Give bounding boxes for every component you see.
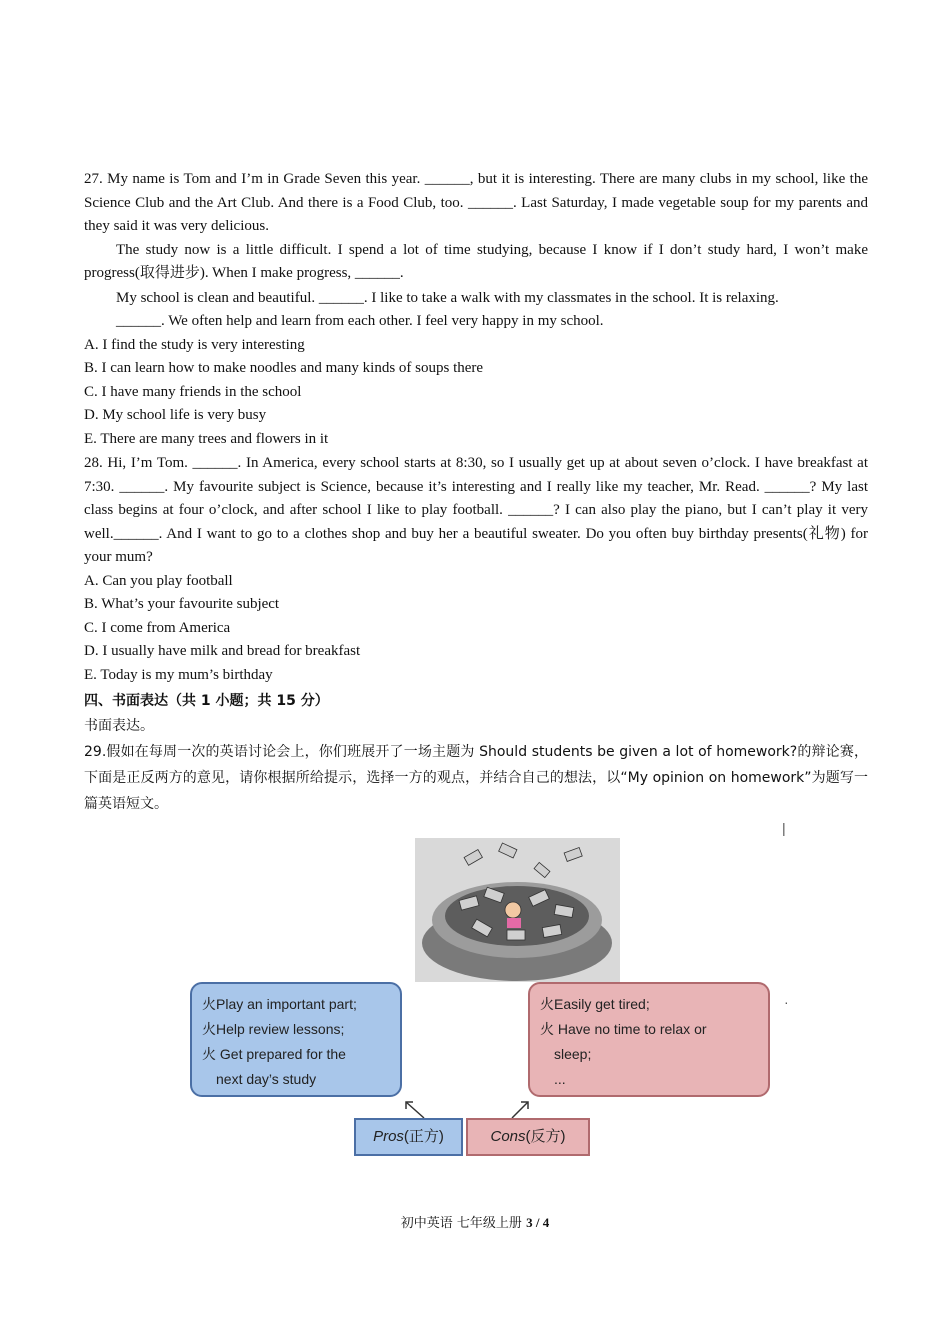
q27-option: D. My school life is very busy xyxy=(84,407,267,423)
pros-label xyxy=(354,1118,463,1156)
question-27 xyxy=(84,168,868,451)
pros-label-en: Pros xyxy=(373,1128,404,1145)
pros-item: Play an important part; xyxy=(216,996,357,1012)
homework-pile-illustration xyxy=(415,838,620,982)
section-4 xyxy=(84,689,868,817)
q27-option: B. I can learn how to make noodles and many kinds of soups there xyxy=(84,360,484,376)
q27-option: C. I have many friends in the school xyxy=(84,383,302,400)
fire-bullet-icon: 火 xyxy=(540,1021,554,1037)
fire-bullet-icon: 火 xyxy=(202,996,216,1012)
question-28 xyxy=(84,452,868,687)
cons-item-ellipsis: ... xyxy=(554,1071,566,1087)
q27-option: E. There are many trees and flowers in it xyxy=(84,430,329,447)
page-footer xyxy=(0,1212,950,1231)
fire-bullet-icon: 火 xyxy=(202,1046,216,1062)
pros-item: Get prepared for the xyxy=(219,1046,346,1062)
q28-option: D. I usually have milk and bread for breakfast xyxy=(84,643,361,659)
stray-dot: · xyxy=(784,994,789,1010)
cons-item-continued: sleep; xyxy=(554,1046,592,1062)
q27-option: A. I find the study is very interesting xyxy=(84,336,305,353)
pros-label-cn: (正方) xyxy=(403,1128,444,1145)
q28-option: A. Can you play football xyxy=(84,572,233,589)
homework-debate-figure xyxy=(186,820,789,1166)
cons-box xyxy=(528,982,770,1097)
section-subheading: 书面表达。 xyxy=(84,718,154,734)
q28-option: E. Today is my mum’s birthday xyxy=(84,666,273,683)
q27-paragraph-3: My school is clean and beautiful. ______. I like to take a walk with my classmates in the school. It is relaxing. xyxy=(116,289,779,306)
cons-item: Have no time to relax or xyxy=(557,1021,707,1037)
cons-label-cn: (反方) xyxy=(525,1128,566,1145)
section-heading: 四、书面表达（共 1 小题；共 15 分） xyxy=(84,693,329,709)
q28-paragraph: 28. Hi, I’m Tom. ______. In America, every school starts at 8:30, so I usually get up at about seven o’clock. I have breakfast at 7:30. ______. My favourite subject is Science, because it’s interesting and I really like my teacher, Mr. Read. ______? My last class begins at four o’clock, and after school I like to play football. ______? I can also play the piano, but I can’t play it very well.______. And I want to go to a clothes shop and buy her a beautiful sweater. Do you often buy birthday presents(礼物) for your mum? xyxy=(84,455,868,565)
pros-box xyxy=(190,982,402,1097)
stray-mark: | xyxy=(782,820,786,836)
q28-option: C. I come from America xyxy=(84,619,231,636)
pros-item: Help review lessons; xyxy=(216,1021,345,1037)
q28-option: B. What’s your favourite subject xyxy=(84,596,280,612)
cons-label-en: Cons xyxy=(490,1128,526,1145)
page-number: 3 / 4 xyxy=(526,1215,550,1230)
q29-prompt: 29.假如在每周一次的英语讨论会上，你们班展开了一场主题为 Should students be given a lot of homework?的辩论赛，下面是正反两方的意见，请你根据所给提示，选择一方的观点，并结合自己的想法，以“My opinion on homework”为题写一篇英语短文。 xyxy=(84,744,868,812)
q27-paragraph-2: The study now is a little difficult. I spend a lot of time studying, because I know if I don’t study hard, I won’t make progress(取得进步). When I make progress, ______. xyxy=(84,241,868,281)
footer-text: 初中英语 七年级上册 xyxy=(400,1216,522,1231)
cons-item: Easily get tired; xyxy=(554,996,650,1012)
fire-bullet-icon: 火 xyxy=(540,996,554,1012)
cons-label xyxy=(466,1118,590,1156)
q27-paragraph-1: 27. My name is Tom and I’m in Grade Seven this year. ______, but it is interesting. There are many clubs in my school, like the Science Club and the Art Club. And there is a Food Club, too. ______. Last Saturday, I made vegetable soup for my parents and they said it was very delicious. xyxy=(84,171,868,234)
q27-paragraph-4: ______. We often help and learn from each other. I feel very happy in my school. xyxy=(116,313,604,329)
fire-bullet-icon: 火 xyxy=(202,1021,216,1037)
pros-item-continued: next day’s study xyxy=(216,1071,317,1087)
